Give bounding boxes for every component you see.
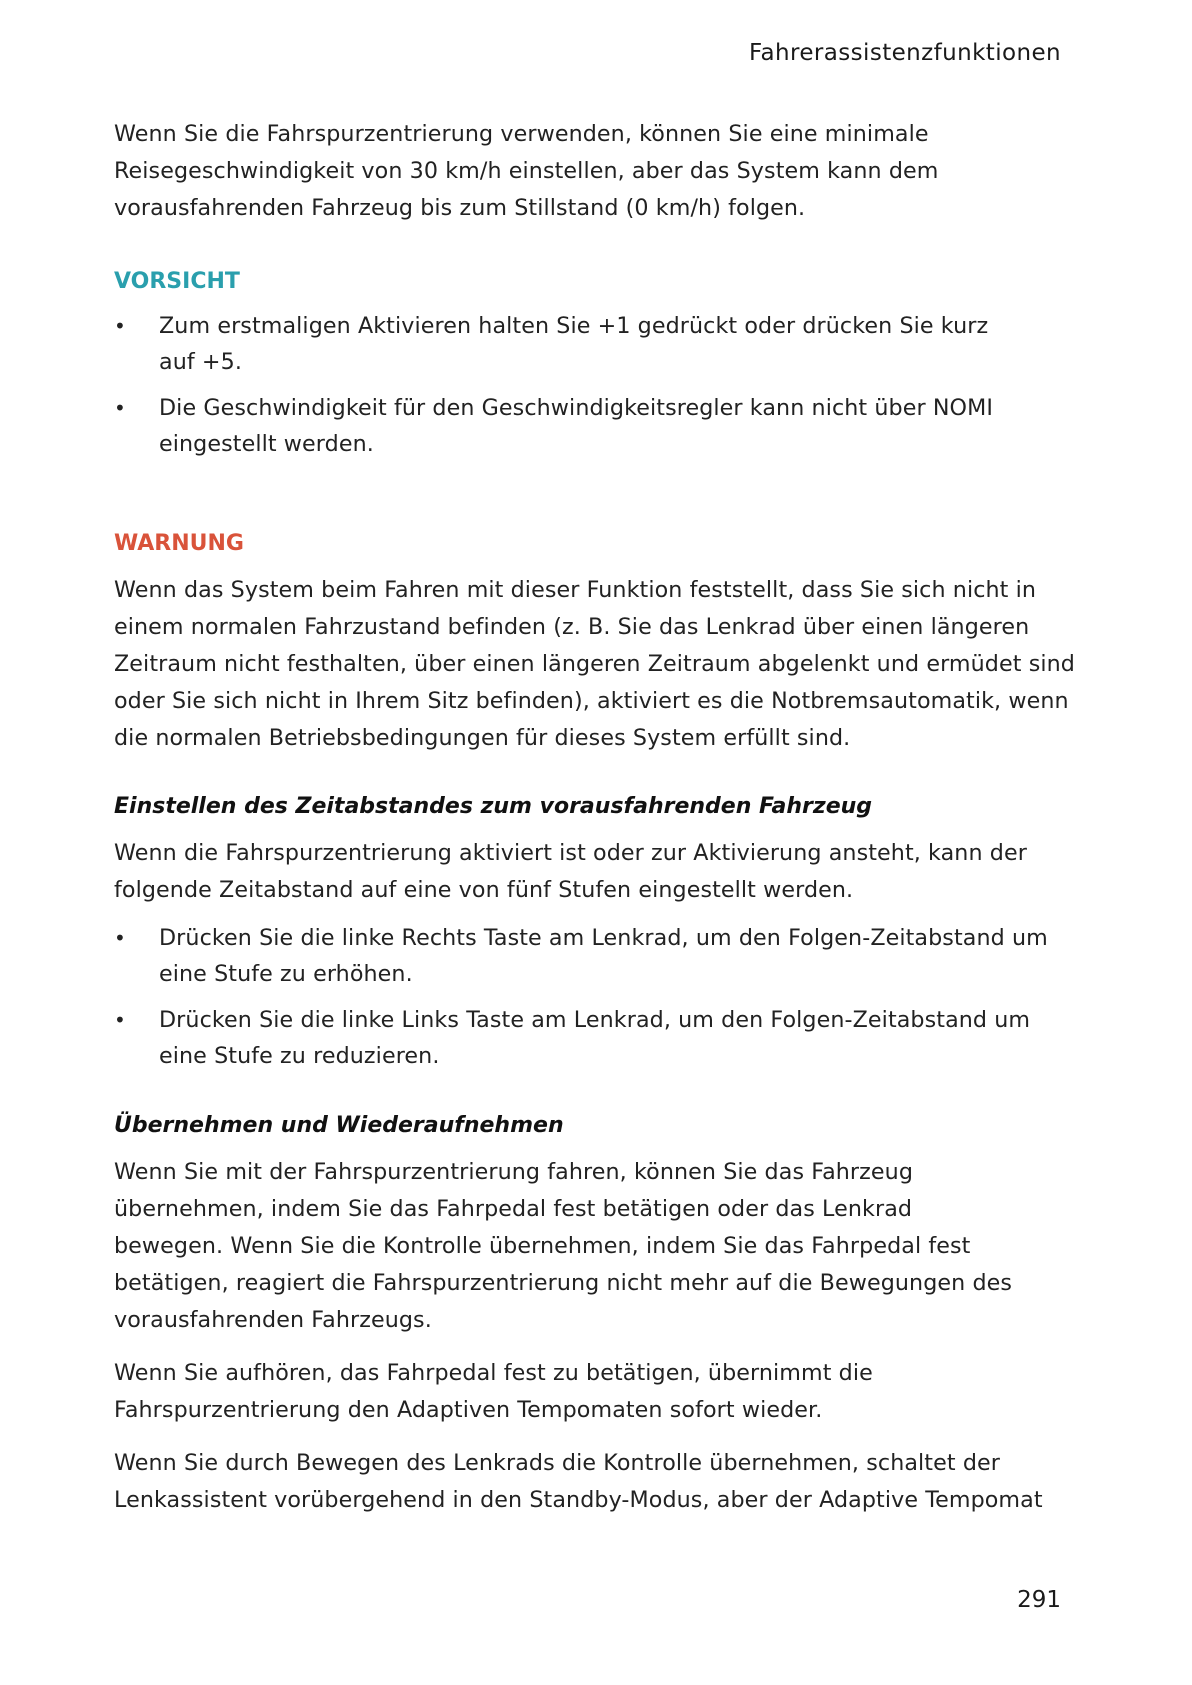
intro-paragraph: Wenn Sie die Fahrspurzentrierung verwenden, können Sie eine minimale Reisegeschwindigkeit von 30 km/h einstellen, aber das System kann dem vorausfahrenden Fahrzeug bis zum Stillstand (0 km/h) folgen. [114,121,939,221]
page-content [114,116,1074,1519]
section-heading-distance: Einstellen des Zeitabstandes zum vorausfahrenden Fahrzeug [114,794,873,819]
page-number: 291 [1017,1587,1061,1613]
distance-paragraph: Wenn die Fahrspurzentrierung aktiviert ist oder zur Aktivierung ansteht, kann der folgende Zeitabstand auf eine von fünf Stufen eingestellt werden. [114,840,1027,903]
distance-list [114,920,1079,1074]
override-paragraph: Wenn Sie durch Bewegen des Lenkrads die Kontrolle übernehmen, schaltet der Lenkassistent vorübergehend in den Standby-Modus, aber der Adaptive Tempomat [114,1450,1043,1513]
caution-list [114,308,1014,462]
override-paragraph: Wenn Sie mit der Fahrspurzentrierung fahren, können Sie das Fahrzeug übernehmen, indem Sie das Fahrpedal fest betätigen oder das Lenkrad bewegen. Wenn Sie die Kontrolle übernehmen, indem Sie das Fahrpedal fest betätigen, reagiert die Fahrspurzentrierung nicht mehr auf die Bewegungen des vorausfahrenden Fahrzeugs. [114,1159,1013,1333]
caution-item: • Zum erstmaligen Aktivieren halten Sie +1 gedrückt oder drücken Sie kurz auf +5. [114,308,1014,380]
distance-item: • Drücken Sie die linke Rechts Taste am Lenkrad, um den Folgen-Zeitabstand um eine Stufe zu erhöhen. [114,920,1079,992]
override-paragraph: Wenn Sie aufhören, das Fahrpedal fest zu betätigen, übernimmt die Fahrspurzentrierung den Adaptiven Tempomaten sofort wieder. [114,1360,873,1423]
section-heading-override: Übernehmen und Wiederaufnehmen [114,1113,564,1138]
running-header: Fahrerassistenzfunktionen [749,40,1061,66]
caution-label: VORSICHT [114,269,240,294]
caution-item: • Die Geschwindigkeit für den Geschwindigkeitsregler kann nicht über NOMI eingestellt werden. [114,390,1014,462]
warning-label: WARNUNG [114,531,244,556]
distance-item: • Drücken Sie die linke Links Taste am Lenkrad, um den Folgen-Zeitabstand um eine Stufe zu reduzieren. [114,1002,1079,1074]
warning-paragraph: Wenn das System beim Fahren mit dieser Funktion feststellt, dass Sie sich nicht in einem normalen Fahrzustand befinden (z. B. Sie das Lenkrad über einen längeren Zeitraum nicht festhalten, über einen längeren Zeitraum abgelenkt und ermüdet sind oder Sie sich nicht in Ihrem Sitz befinden), aktiviert es die Notbremsautomatik, wenn die normalen Betriebsbedingungen für dieses System erfüllt sind. [114,577,1075,751]
